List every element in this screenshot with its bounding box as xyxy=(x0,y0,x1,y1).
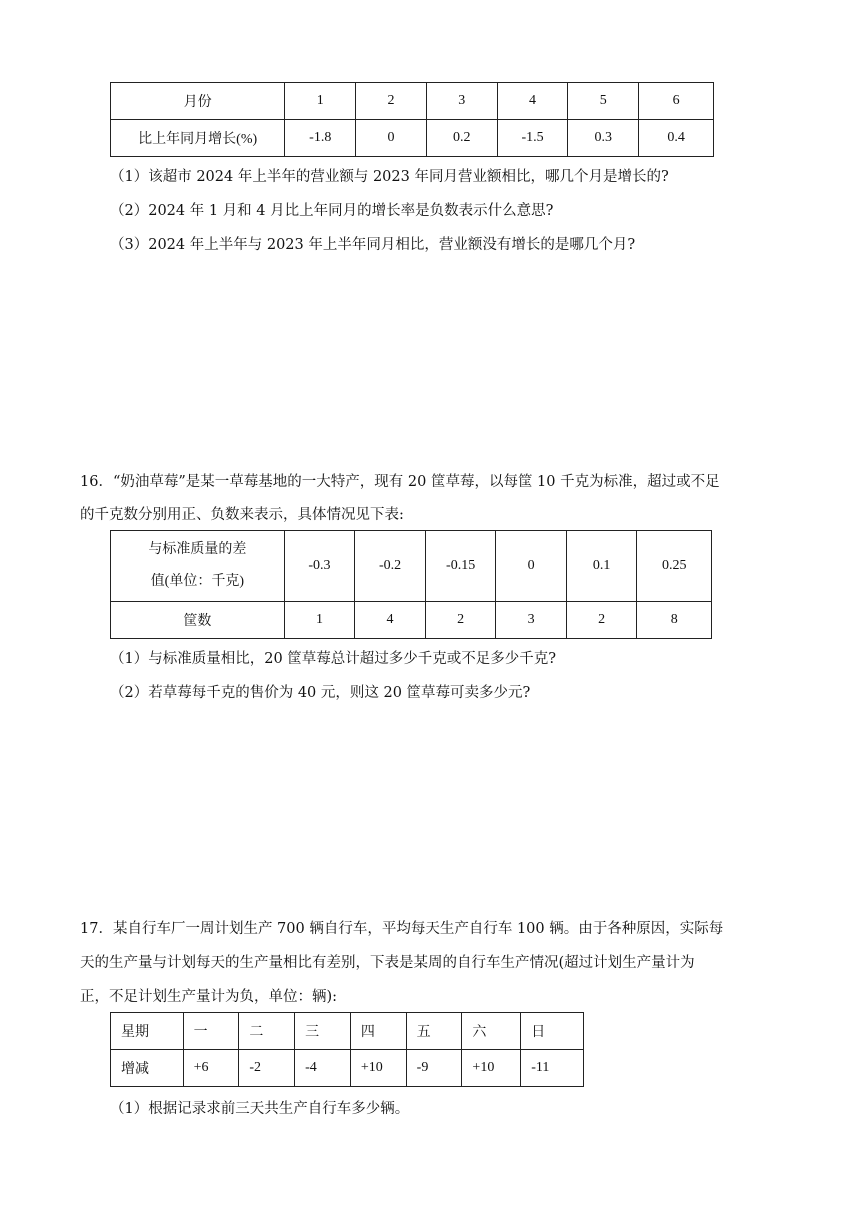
table-cell: +6 xyxy=(183,1050,239,1087)
table-header-cell xyxy=(111,531,285,602)
table-cell: 6 xyxy=(639,83,714,120)
table-cell: 月份 xyxy=(111,83,285,120)
table-cell: 六 xyxy=(462,1013,521,1050)
table-cell: 2 xyxy=(356,83,427,120)
table-cell: 0.3 xyxy=(568,120,639,157)
q15-sub2: （2）2024 年 1 月和 4 月比上年同月的增长率是负数表示什么意思? xyxy=(110,203,554,219)
table-cell: -4 xyxy=(295,1050,351,1087)
table-cell: 星期 xyxy=(111,1013,184,1050)
table-cell: -1.8 xyxy=(285,120,356,157)
table-cell: 0.25 xyxy=(637,531,712,602)
table-cell: 二 xyxy=(239,1013,295,1050)
table-cell: -2 xyxy=(239,1050,295,1087)
table-cell: -0.2 xyxy=(355,531,426,602)
header-line: 值(单位：千克) xyxy=(150,574,244,589)
q17-line3: 正，不足计划生产量计为负，单位：辆): xyxy=(80,989,338,1005)
table-cell: 8 xyxy=(637,602,712,639)
table-cell: +10 xyxy=(462,1050,521,1087)
table-cell: 1 xyxy=(284,602,355,639)
q16-line1: 16．“奶油草莓”是某一草莓基地的一大特产，现有 20 筐草莓，以每筐 10 千克为标准，超过或不足 xyxy=(80,474,720,490)
table-row xyxy=(111,120,714,157)
table-cell: -11 xyxy=(521,1050,584,1087)
q16-sub2: （2）若草莓每千克的售价为 40 元，则这 20 筐草莓可卖多少元? xyxy=(110,685,531,701)
table-cell: 0.2 xyxy=(426,120,497,157)
table-bicycle xyxy=(110,1012,584,1087)
header-line: 与标准质量的差 xyxy=(148,542,247,557)
table-cell: 3 xyxy=(496,602,566,639)
q15-sub1: （1）该超市 2024 年上半年的营业额与 2023 年同月营业额相比，哪几个月是增长的? xyxy=(110,169,669,185)
table-cell: 0 xyxy=(356,120,427,157)
q16-line2: 的千克数分别用正、负数来表示，具体情况见下表: xyxy=(80,507,404,523)
table-strawberry xyxy=(110,530,712,639)
table-cell: +10 xyxy=(350,1050,406,1087)
table-cell: 4 xyxy=(497,83,568,120)
table-cell: 比上年同月增长(%) xyxy=(111,120,285,157)
table-cell: 2 xyxy=(566,602,637,639)
table-cell: 4 xyxy=(355,602,426,639)
table-cell: 一 xyxy=(183,1013,239,1050)
table-cell: 0.1 xyxy=(566,531,637,602)
table-cell: 2 xyxy=(425,602,496,639)
table-cell: 日 xyxy=(521,1013,584,1050)
table-cell: -0.15 xyxy=(425,531,496,602)
table-cell: -9 xyxy=(406,1050,462,1087)
table-cell: 四 xyxy=(350,1013,406,1050)
table-cell: -0.3 xyxy=(284,531,355,602)
q17-line2: 天的生产量与计划每天的生产量相比有差别，下表是某周的自行车生产情况(超过计划生产量计为 xyxy=(80,955,695,971)
table-cell: 增减 xyxy=(111,1050,184,1087)
table-row xyxy=(111,531,712,602)
table-cell: 5 xyxy=(568,83,639,120)
q17-line1: 17．某自行车厂一周计划生产 700 辆自行车，平均每天生产自行车 100 辆。由于各种原因，实际每 xyxy=(80,921,724,937)
q17-sub1: （1）根据记录求前三天共生产自行车多少辆。 xyxy=(110,1101,410,1117)
table-cell: 0 xyxy=(496,531,566,602)
table-cell: 筐数 xyxy=(111,602,285,639)
table-cell: 0.4 xyxy=(639,120,714,157)
table-cell: 3 xyxy=(426,83,497,120)
table-cell: 五 xyxy=(406,1013,462,1050)
table-cell: 1 xyxy=(285,83,356,120)
q16-sub1: （1）与标准质量相比，20 筐草莓总计超过多少千克或不足多少千克? xyxy=(110,651,557,667)
table-cell: 三 xyxy=(295,1013,351,1050)
q15-sub3: （3）2024 年上半年与 2023 年上半年同月相比，营业额没有增长的是哪几个月? xyxy=(110,237,636,253)
table-row xyxy=(111,602,712,639)
table-row xyxy=(111,83,714,120)
table-cell: -1.5 xyxy=(497,120,568,157)
table-row xyxy=(111,1013,584,1050)
table-row xyxy=(111,1050,584,1087)
table-growth xyxy=(110,82,714,157)
